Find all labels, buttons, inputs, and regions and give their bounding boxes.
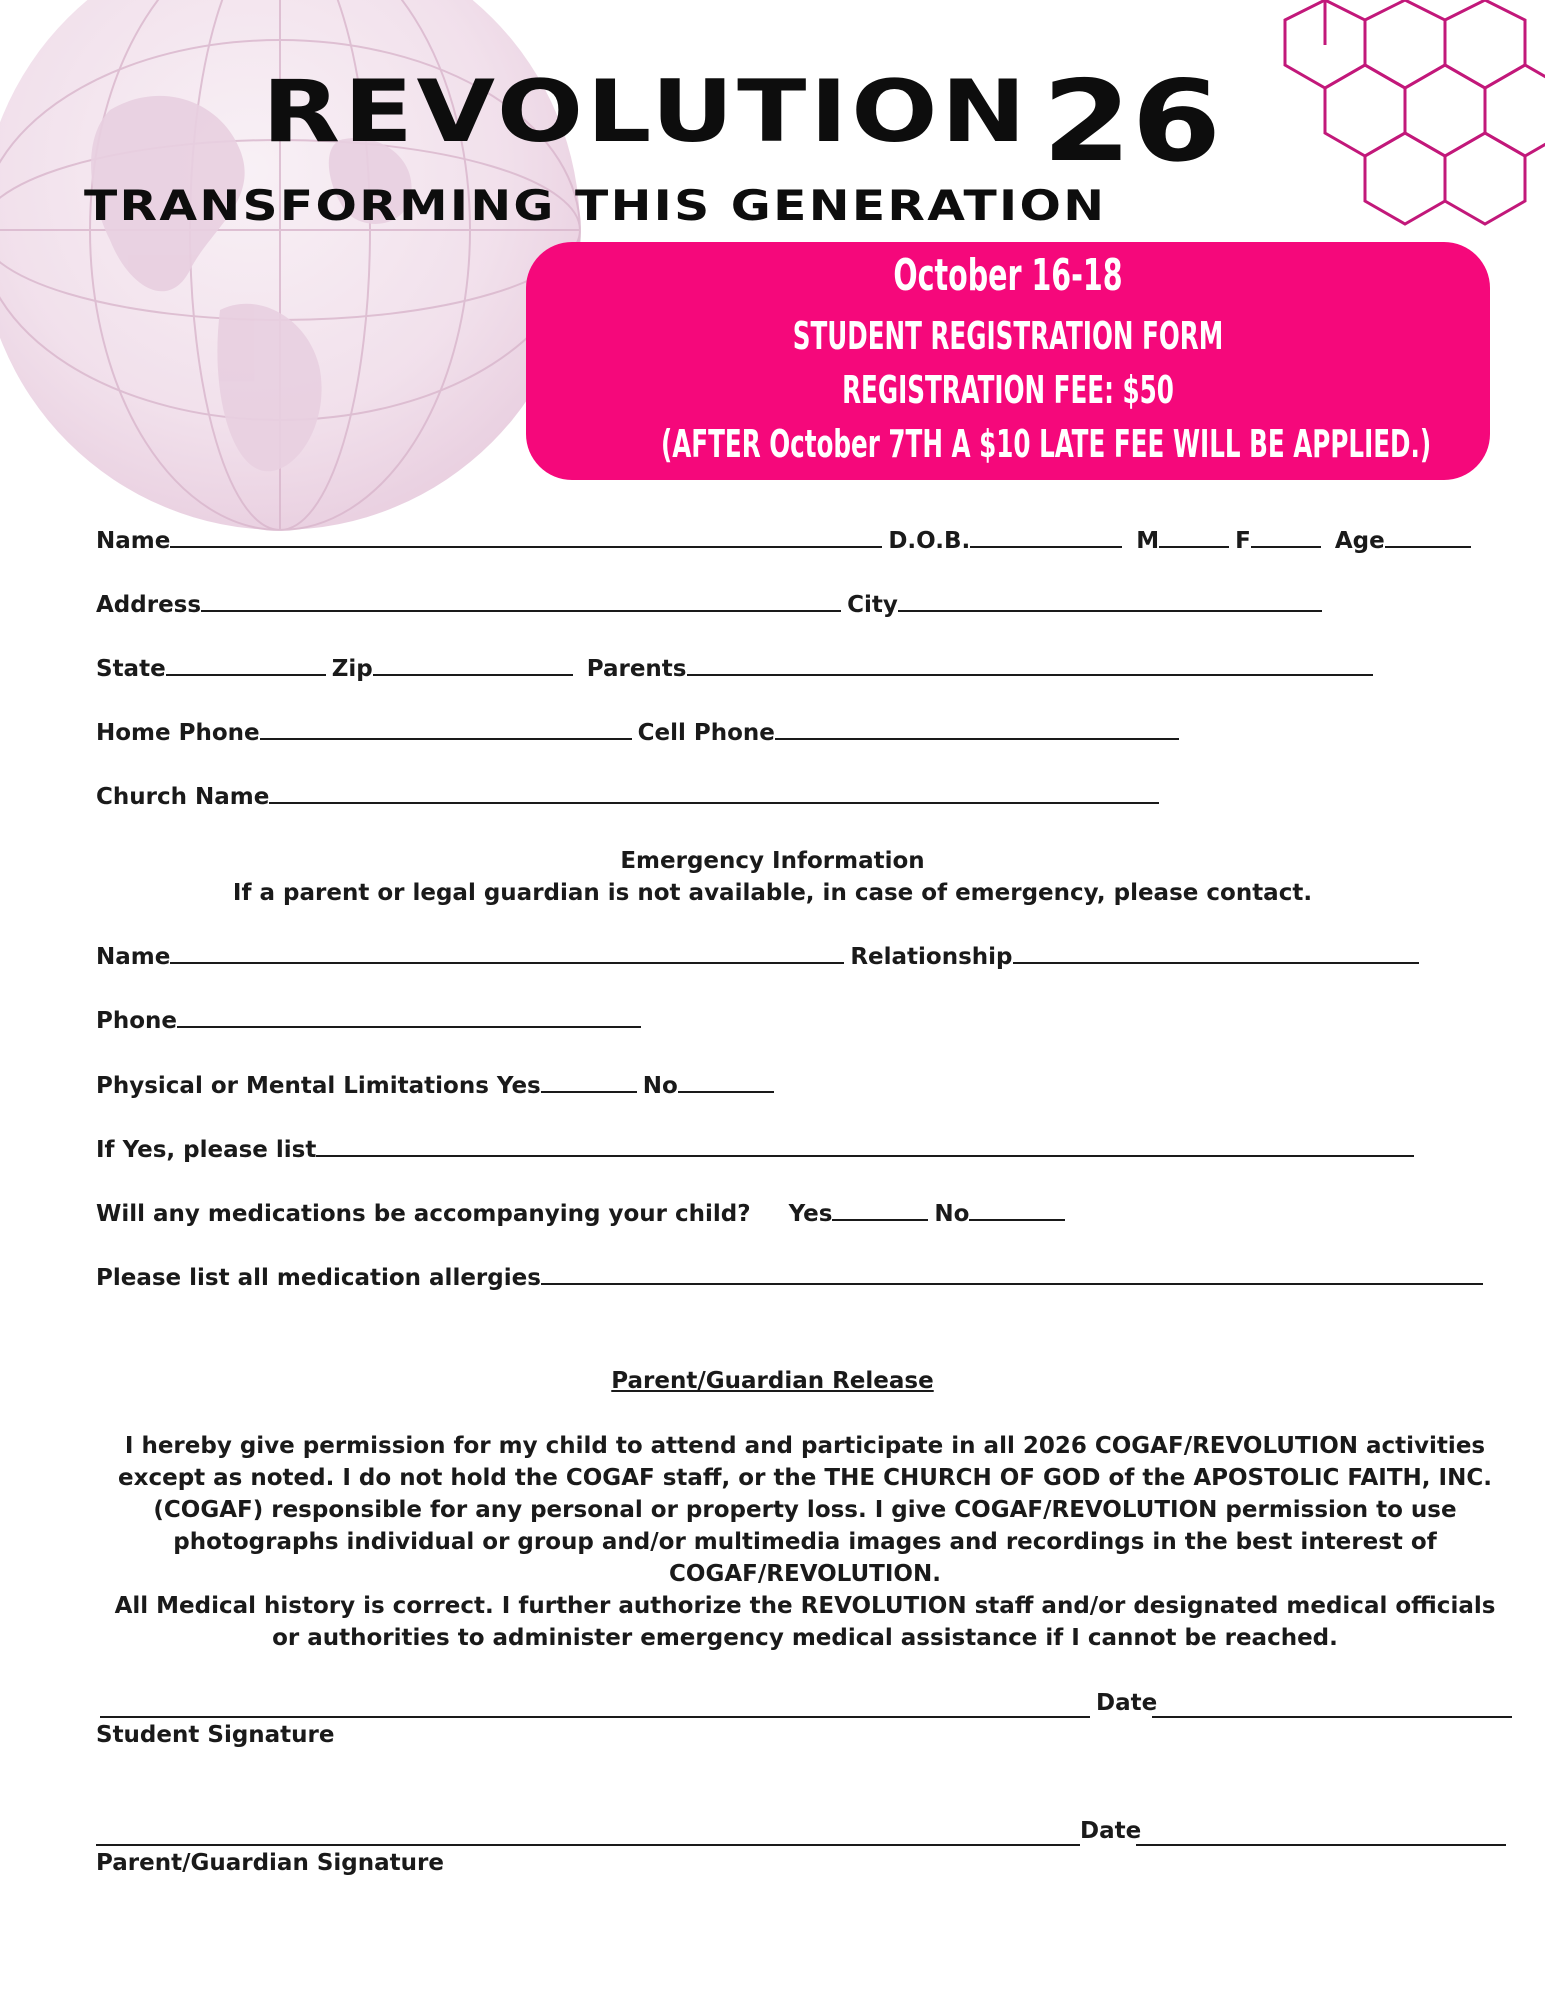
- church-name-field[interactable]: [269, 801, 1159, 804]
- name-field[interactable]: [170, 545, 882, 548]
- home-phone-label: Home Phone: [96, 720, 260, 746]
- banner-fee: REGISTRATION FEE: $50: [842, 368, 1174, 412]
- row-phones: [96, 720, 1185, 746]
- event-subtitle: TRANSFORMING THIS GENERATION: [84, 181, 1107, 230]
- emergency-name-label: Name: [96, 944, 171, 970]
- dob-label: D.O.B.: [888, 528, 971, 554]
- dob-field[interactable]: [970, 545, 1122, 548]
- hexagon-pattern-graphic: [1245, 0, 1545, 230]
- row-limitations-list: [96, 1137, 1420, 1163]
- zip-field[interactable]: [373, 673, 573, 676]
- student-date-field[interactable]: [1152, 1716, 1512, 1718]
- state-label: State: [96, 656, 166, 682]
- row-state-zip: [96, 656, 1379, 682]
- zip-label: Zip: [331, 656, 373, 682]
- parent-signature-label: Parent/Guardian Signature: [96, 1850, 444, 1876]
- church-name-label: Church Name: [96, 784, 270, 810]
- medications-no-label: No: [934, 1201, 970, 1227]
- limitations-label: Physical or Mental Limitations Yes: [96, 1073, 541, 1099]
- parent-date-row: [1080, 1818, 1141, 1844]
- allergies-field[interactable]: [541, 1282, 1483, 1285]
- row-limitations: [96, 1073, 780, 1099]
- address-label: Address: [96, 592, 202, 618]
- home-phone-field[interactable]: [260, 737, 632, 740]
- limitations-no-field[interactable]: [678, 1090, 774, 1093]
- student-signature-label: Student Signature: [96, 1722, 335, 1748]
- release-text: [110, 1430, 1500, 1654]
- relationship-label: Relationship: [850, 944, 1013, 970]
- male-label: M: [1136, 528, 1160, 554]
- medications-label: Will any medications be accompanying your child?: [96, 1201, 751, 1227]
- row-allergies: [96, 1265, 1489, 1291]
- title-text: REVOLUTION: [262, 62, 1030, 162]
- relationship-field[interactable]: [1013, 961, 1419, 964]
- row-address: [96, 592, 1328, 618]
- male-field[interactable]: [1159, 545, 1229, 548]
- emergency-name-field[interactable]: [170, 961, 844, 964]
- name-label: Name: [96, 528, 171, 554]
- parents-field[interactable]: [687, 673, 1373, 676]
- city-label: City: [847, 592, 898, 618]
- row-emergency-name: [96, 944, 1425, 970]
- row-medications: [96, 1201, 1071, 1227]
- female-field[interactable]: [1251, 545, 1321, 548]
- parents-label: Parents: [586, 656, 687, 682]
- student-date-label: Date: [1096, 1690, 1158, 1716]
- parent-date-field[interactable]: [1136, 1844, 1506, 1846]
- medications-yes-field[interactable]: [832, 1218, 928, 1221]
- event-banner: [526, 242, 1490, 480]
- emergency-phone-field[interactable]: [177, 1025, 641, 1028]
- limitations-yes-field[interactable]: [541, 1090, 637, 1093]
- address-field[interactable]: [201, 609, 841, 612]
- limitations-no-label: No: [642, 1073, 678, 1099]
- cell-phone-label: Cell Phone: [637, 720, 775, 746]
- banner-form-title: STUDENT REGISTRATION FORM: [792, 314, 1224, 358]
- medications-no-field[interactable]: [969, 1218, 1065, 1221]
- title-number: 26: [1042, 57, 1222, 187]
- parent-date-label: Date: [1080, 1818, 1142, 1844]
- release-paragraph-2: All Medical history is correct. I further authorize the REVOLUTION staff and/or designated medical officials or authorities to administer emergency medical assistance if I cannot be reached.: [114, 1593, 1496, 1651]
- allergies-label: Please list all medication allergies: [96, 1265, 541, 1291]
- row-church: [96, 784, 1165, 810]
- age-label: Age: [1334, 528, 1385, 554]
- banner-date: October 16-18: [893, 250, 1123, 301]
- if-yes-label: If Yes, please list: [96, 1137, 317, 1163]
- row-emergency-phone: [96, 1008, 647, 1034]
- student-signature-field[interactable]: [100, 1716, 1090, 1718]
- emergency-instruction: If a parent or legal guardian is not available, in case of emergency, please contact.: [232, 880, 1313, 906]
- emergency-phone-label: Phone: [96, 1008, 178, 1034]
- female-label: F: [1235, 528, 1251, 554]
- release-paragraph-1: I hereby give permission for my child to attend and participate in all 2026 COGAF/REVOLUTION activities except as noted. I do not hold the COGAF staff, or the THE CHURCH OF GOD of the APOSTOLIC FAITH, INC. (COGAF) responsible for any personal or property loss. I give COGAF/REVOLUTION permission to use photographs individual or group and/or multimedia images and recordings in the best interest of COGAF/REVOLUTION.: [118, 1433, 1492, 1587]
- medications-yes-label: Yes: [788, 1201, 833, 1227]
- event-title: [262, 57, 1222, 187]
- state-field[interactable]: [166, 673, 326, 676]
- age-field[interactable]: [1385, 545, 1471, 548]
- student-date-row: [1096, 1690, 1157, 1716]
- banner-late-fee: (AFTER October 7TH A $10 LATE FEE WILL BE APPLIED.): [660, 422, 1432, 466]
- limitations-list-field[interactable]: [316, 1154, 1414, 1157]
- city-field[interactable]: [898, 609, 1322, 612]
- cell-phone-field[interactable]: [775, 737, 1179, 740]
- row-name-dob: [96, 528, 1477, 554]
- emergency-heading: Emergency Information: [620, 848, 925, 874]
- parent-signature-field[interactable]: [96, 1844, 1080, 1846]
- release-heading: Parent/Guardian Release: [611, 1368, 934, 1394]
